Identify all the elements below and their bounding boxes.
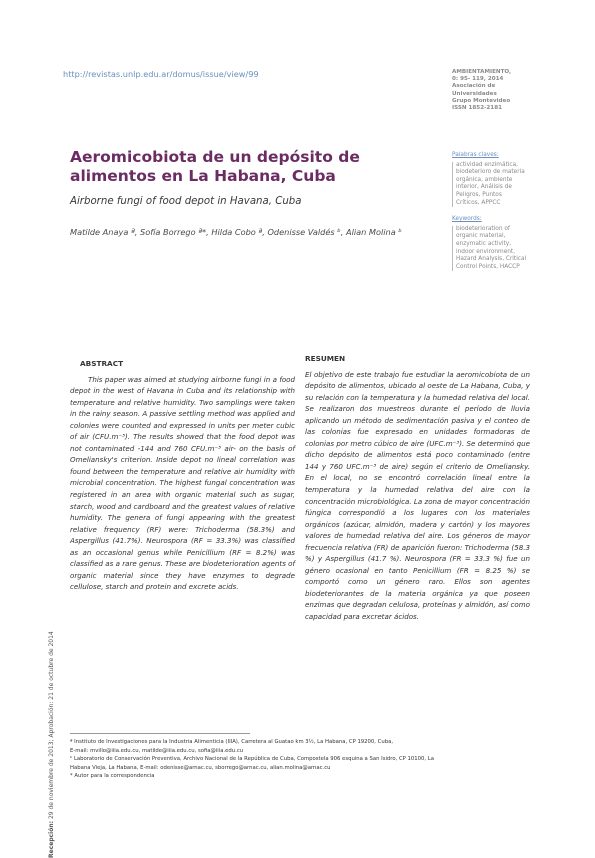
journal-info-line: Universidades (452, 90, 497, 97)
journal-info-line: ISSN 1852-2181 (452, 105, 502, 112)
abstract-text: This paper was aimed at studying airborne fungi in a food depot in the west of Havana in Cuba and its relationship with temperature and relative humidity. Two samplings were taken in the rainy season. A passive settling method was applied and colonies were counted and expressed in units per meter cubic of air (CFU.m⁻³). The results showed that the food depot was not contaminated -144 and 760 CFU.m⁻³ air- on the basis of Omeliansky's criterion. Inside depot no lineal correlation was found between the temperature and relative air humidity with microbial concentration. The highest fungal concentration was registered in an area with organic material such as sugar, starch, wood and cardboard and the greatest values of relative humidity. The genera of fungi appearing with the greatest relative frequency (RF) were: Trichoderma (58.3%) and Aspergillus (41.7%). Neurospora (RF = 33.3%) was classified as an occasional genus while Penicillium (RF = 8.2%) was classified as a rare genus. These are biodeterioration agents of organic material since they have enzymes to degrade cellulose, starch and protein and excrete acids. (70, 374, 295, 592)
article-title: Aeromicobiota de un depósito de alimentos en La Habana, Cuba (70, 148, 360, 185)
journal-info-line: 0: 95- 119, 2014 (452, 76, 504, 83)
footnotes (70, 738, 530, 781)
resumen-section (305, 353, 530, 623)
article-subtitle: Airborne fungi of food depot in Havana, Cuba (70, 196, 302, 207)
journal-info-line: Grupo Montevideo (452, 97, 511, 104)
author-list: Matilde Anaya ª, Sofía Borrego ª*, Hilda Cobo ª, Odenisse Valdés ᵇ, Alian Molina ᵇ (70, 227, 402, 237)
abstract-heading: ABSTRACT (80, 359, 124, 368)
footnote-line: ᵇ Laboratorio de Conservación Preventiva, Archivo Nacional de la República de Cuba, Compostela 906 esquina a San Isidro, CP 10100, La (70, 756, 434, 763)
journal-url-link[interactable]: http://revistas.unlp.edu.ar/domus/issue/view/99 (63, 69, 259, 79)
keywords-en-heading: Keywords: (452, 216, 482, 223)
resumen-heading: RESUMEN (305, 354, 346, 363)
footnote-line: ª Instituto de Investigaciones para la Industria Alimenticia (IIIA), Carretera al Guatao km 3½, La Habana, CP 19200, Cuba, (70, 739, 394, 745)
received-dates (48, 631, 55, 858)
received-label: Recepción: (48, 820, 55, 858)
received-text: 29 de noviembre de 2013; Aprobación: 21 de octubre de 2014 (48, 631, 55, 820)
footnote-line: Habana Vieja, La Habana, E-mail: odenisse@arnac.cu, sborrego@arnac.cu, alian.molina@arnac.cu (70, 764, 331, 771)
journal-info-line: Asociación de (452, 83, 496, 90)
footnote-line: * Autor para la correspondencia (70, 773, 155, 780)
footnote-line: E-mail: mvillo@iiia.edu.cu, matilde@iiia.edu.cu, sofia@iiia.edu.cu (70, 747, 244, 754)
journal-info-line: AMBIENTAMIENTO, (452, 69, 512, 75)
keywords-es-terms: actividad enzimática, biodeterioro de materia orgánica, ambiente interior, Análisis de Peligros, Puntos Críticos, APPCC (452, 162, 527, 208)
footnote-divider (70, 733, 250, 734)
journal-info (452, 69, 577, 112)
keywords-panel (452, 152, 527, 271)
keywords-es-heading: Palabras claves: (452, 152, 499, 158)
abstract-section (70, 358, 295, 593)
resumen-text: El objetivo de este trabajo fue estudiar la aeromicobiota de un depósito de alimentos, ubicado al oeste de La Habana, Cuba, y su relación con la temperatura y la humedad relativa del local. Se realizaron dos muestreos durante el período de lluvia aplicando un método de sedimentación pasiva y el conteo de las colonias fue expresado en unidades formadoras de colonias por metro cúbico de aire (UFC.m⁻³). Se determinó que dicho depósito de alimentos está poco contaminado (entre 144 y 760 UFC.m⁻³ de aire) según el criterio de Omeliansky. En el local, no se encontró correlación lineal entre la temperatura y la humedad relativa del aire con la concentración microbiológica. La zona de mayor concentración fúngica correspondió a los lugares con los materiales orgánicos (azúcar, almidón, madera y cartón) y los mayores valores de humedad relativa del aire. Los géneros de mayor frecuencia relativa (FR) de aparición fueron: Trichoderma (58.3 %) y Aspergillus (41.7 %). Neurospora (FR = 33.3 %) fue un género ocasional en tanto Penicillium (FR = 8.25 %) se comportó como un género raro. Ellos son agentes biodeteriorantes de la materia orgánica ya que poseen enzimas que degradan celulosa, proteínas y almidón, así como capacidad para excretar ácidos. (305, 369, 530, 622)
keywords-en-terms: biodeterioration of organic material, enzymatic activity, indoor environment, Hazard Analysis, Critical Control Points, HACCP (452, 226, 527, 272)
